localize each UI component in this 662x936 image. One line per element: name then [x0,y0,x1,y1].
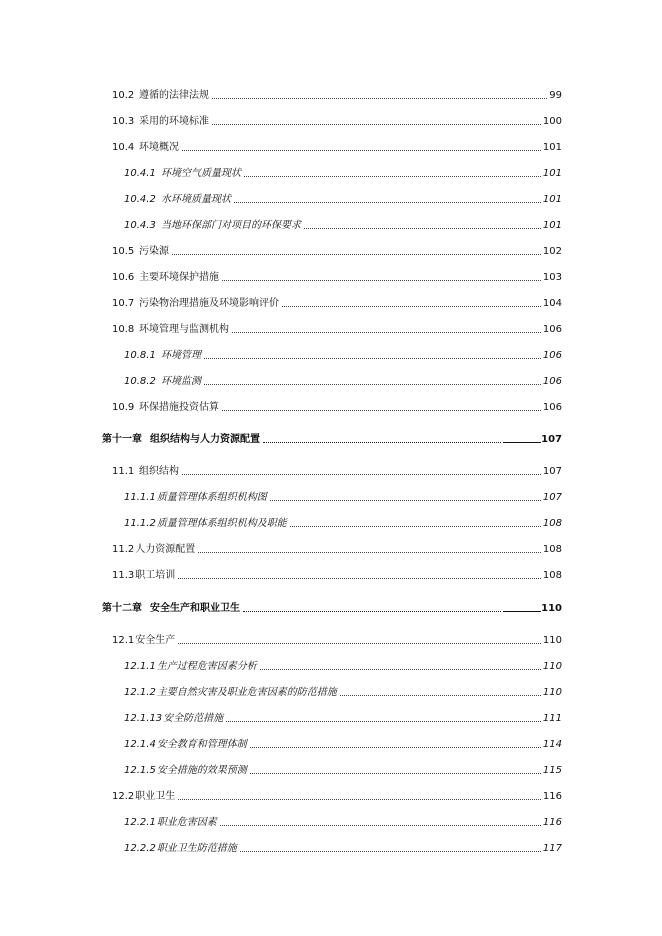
toc-entry-number: 10.8 [112,324,135,335]
toc-entry-number: 12.2.2 [124,843,156,854]
toc-entry-number: 12.1.5 [124,765,156,776]
toc-entry[interactable] [124,346,562,362]
toc-entry[interactable] [112,631,562,647]
dot-leader [172,254,541,255]
toc-entry-page: 107 [541,434,562,445]
toc-entry-title: 污染源 [139,246,169,257]
toc-entry[interactable] [112,787,562,803]
toc-entry-number: 11.1.2 [124,518,156,529]
toc-entry-title: 环境概况 [139,142,179,153]
toc-entry[interactable] [112,320,562,336]
toc-entry-number: 12.1.1 [124,661,156,672]
toc-entry-number: 10.4.3 [124,220,156,231]
dot-leader [222,280,541,281]
toc-entry-number: 12.1.2 [124,687,156,698]
toc-entry-title: 安全生产 [135,635,176,646]
toc-entry-title: 采用的环境标准 [139,116,209,127]
dot-leader [250,773,541,774]
toc-entry-number: 12.2.1 [124,817,156,828]
dot-leader [270,500,541,501]
toc-entry-title: 安全防范措施 [163,713,224,724]
toc-entry-page: 115 [542,765,562,776]
toc-entry-title: 生产过程危害因素分析 [156,661,257,672]
toc-entry-number: 12.1 [112,635,135,646]
dot-leader [260,669,541,670]
solid-leader [503,611,541,612]
toc-chapter-title: 组织结构与人力资源配置 [150,434,260,445]
toc-entry-number: 12.1.4 [124,739,156,750]
dot-leader [178,799,541,800]
dot-leader [250,747,541,748]
toc-entry[interactable] [124,683,562,699]
toc-entry-page: 108 [542,544,562,555]
toc-entry-title: 质量管理体系组织机构图 [156,492,267,503]
toc-entry-number: 11.1.1 [124,492,156,503]
toc-chapter-title: 安全生产和职业卫生 [150,603,240,614]
dot-leader [226,721,541,722]
dot-leader [304,228,541,229]
dot-leader [212,98,547,99]
toc-entry[interactable] [124,813,562,829]
dot-leader [198,552,541,553]
dot-leader [340,695,541,696]
toc-entry-number: 11.1 [112,466,135,477]
toc-entry-number: 10.4 [112,142,135,153]
toc-entry[interactable] [124,372,562,388]
dot-leader [182,150,541,151]
toc-entry-page: 107 [542,492,562,503]
toc-entry-page: 101 [542,220,562,231]
toc-entry-number: 11.2 [112,544,135,555]
toc-entry[interactable] [112,566,562,582]
toc-entry-page: 108 [542,518,562,529]
toc-entry-number: 10.9 [112,402,135,413]
dot-leader [234,202,541,203]
dot-leader [240,851,541,852]
toc-entry[interactable] [124,216,562,232]
toc-entry-page: 110 [542,661,562,672]
toc-chapter-number: 第十二章 [102,603,142,614]
dot-leader [178,578,541,579]
toc-entry[interactable] [124,735,562,751]
toc-entry[interactable] [112,242,562,258]
toc-entry-title: 质量管理体系组织机构及职能 [156,518,287,529]
toc-entry-title: 环境空气质量现状 [161,168,241,179]
toc-entry-title: 安全措施的效果预测 [156,765,247,776]
toc-entry-page: 117 [542,843,562,854]
toc-entry-page: 106 [542,350,562,361]
toc-entry-title: 当地环保部门对项目的环保要求 [161,220,301,231]
toc-entry-number: 10.8.1 [124,350,156,361]
toc-entry-number: 12.2 [112,791,135,802]
toc-entry-number: 10.4.2 [124,194,156,205]
toc-entry-title: 安全教育和管理体制 [156,739,247,750]
toc-entry-number: 10.6 [112,272,135,283]
dot-leader [282,306,541,307]
toc-entry-page: 100 [542,116,562,127]
toc-entry[interactable] [112,398,562,414]
toc-entry-page: 116 [542,817,562,828]
toc-entry[interactable] [112,294,562,310]
toc-entry[interactable] [112,138,562,154]
toc-entry-number: 10.2 [112,90,135,101]
dot-leader [220,825,541,826]
toc-entry-page: 107 [542,466,562,477]
toc-entry-number: 10.4.1 [124,168,156,179]
toc-entry-number: 10.5 [112,246,135,257]
toc-entry-title: 组织结构 [139,466,179,477]
toc-entry[interactable] [124,761,562,777]
toc-entry-title: 职业卫生 [135,791,176,802]
dot-leader [244,176,541,177]
toc-entry[interactable] [112,540,562,556]
toc-entry[interactable] [112,86,562,102]
toc-entry[interactable] [112,462,562,478]
toc-entry-title: 职工培训 [135,570,176,581]
solid-leader [503,442,541,443]
toc-entry-title: 主要自然灾害及职业危害因素的防范措施 [156,687,337,698]
dot-leader [232,332,541,333]
dot-leader [212,124,541,125]
toc-entry-page: 110 [542,687,562,698]
toc-entry-number: 10.8.2 [124,376,156,387]
toc-entry[interactable] [124,514,562,530]
dot-leader [204,358,541,359]
toc-entry-page: 111 [542,713,562,724]
toc-entry-page: 101 [542,168,562,179]
toc-entry-page: 110 [541,603,562,614]
toc-entry-page: 103 [542,272,562,283]
toc-entry-title: 环保措施投资估算 [139,402,219,413]
toc-entry[interactable] [124,657,562,673]
dot-leader [178,643,541,644]
toc-entry-number: 10.3 [112,116,135,127]
toc-entry-page: 108 [542,570,562,581]
dot-leader [290,526,541,527]
toc-entry-page: 104 [542,298,562,309]
toc-entry[interactable] [112,112,562,128]
toc-entry-page: 101 [542,142,562,153]
dot-leader [222,410,541,411]
dot-leader [204,384,541,385]
toc-entry-page: 99 [549,90,562,101]
toc-entry-title: 职业卫生防范措施 [156,843,237,854]
toc-chapter-number: 第十一章 [102,434,142,445]
dot-leader [263,442,501,443]
toc-entry[interactable] [112,268,562,284]
toc-entry-page: 102 [542,246,562,257]
toc-entry-page: 101 [542,194,562,205]
toc-entry-page: 110 [542,635,562,646]
toc-entry[interactable] [124,709,562,725]
toc-entry-number: 12.1.13 [124,713,163,724]
toc-entry-title: 环境管理与监测机构 [139,324,229,335]
toc-chapter-entry[interactable] [102,599,562,615]
toc-entry-title: 人力资源配置 [135,544,196,555]
toc-entry-title: 遵循的法律法规 [139,90,209,101]
toc-entry-page: 114 [542,739,562,750]
toc-entry[interactable] [124,190,562,206]
toc-entry-title: 环境监测 [161,376,201,387]
toc-entry-title: 职业危害因素 [156,817,217,828]
toc-chapter-entry[interactable] [102,430,562,446]
toc-entry-number: 11.3 [112,570,135,581]
toc-entry-page: 106 [542,376,562,387]
toc-entry[interactable] [124,839,562,855]
toc-entry-title: 主要环境保护措施 [139,272,219,283]
dot-leader [243,611,501,612]
toc-entry[interactable] [124,164,562,180]
toc-entry-title: 水环境质量现状 [161,194,231,205]
toc-entry-page: 116 [542,791,562,802]
toc-entry-number: 10.7 [112,298,135,309]
toc-entry-title: 污染物治理措施及环境影响评价 [139,298,279,309]
toc-entry-title: 环境管理 [161,350,201,361]
toc-entry-page: 106 [542,402,562,413]
dot-leader [182,474,541,475]
toc-entry[interactable] [124,488,562,504]
toc-entry-page: 106 [542,324,562,335]
